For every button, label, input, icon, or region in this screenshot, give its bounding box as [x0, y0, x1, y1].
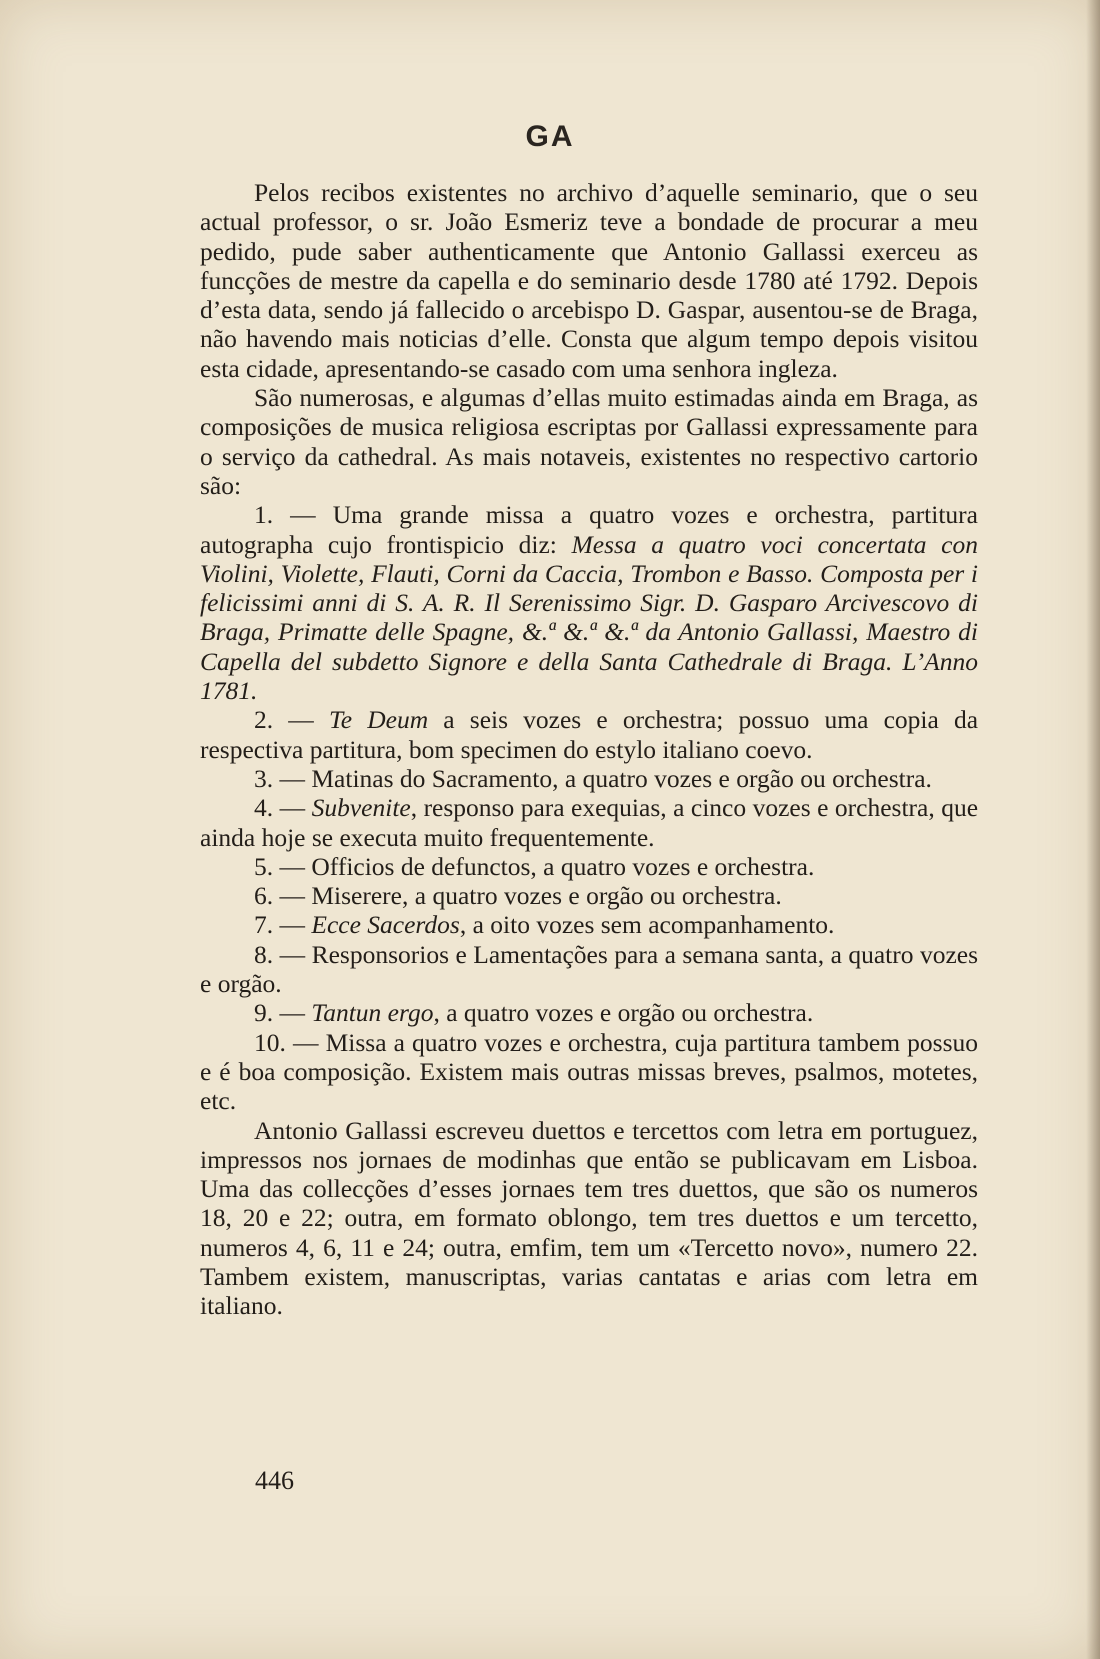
list-item-10: 10. — Missa a quatro vozes e orchestra, cuja partitura tambem possuo e é boa composição. Existem mais outras missas breves, psalmos, motetes, etc. — [200, 1027, 978, 1116]
list-item-7: 7. — Ecce Sacerdos, a oito vozes sem acompanhamento. — [254, 910, 835, 940]
paragraph-composicoes: São numerosas, e algumas d’ellas muito estimadas ainda em Braga, as composições de musica religiosa escriptas por Gallassi expressamente para o serviço da cathedral. As mais notaveis, existentes no respectivo cartorio são: — [200, 383, 978, 500]
list-item-6: 6. — Miserere, a quatro vozes e orgão ou orchestra. — [254, 881, 782, 911]
list-item-1: 1. — Uma grande missa a quatro vozes e orchestra, partitura autographa cujo frontispicio diz: Messa a quatro voci concertata con Violini, Violette, Flauti, Corni da Caccia, Trombon e Basso. Composta per i felicissimi anni di S. A. R. Il Serenissimo Sigr. D. Gasparo Arcivescovo di Braga, Primatte delle Spagne, &.ª &.ª &.ª da Antonio Gallassi, Maestro di Capella del subdetto Signore e della Santa Cathedrale di Braga. L’Anno 1781. — [200, 500, 978, 706]
paragraph-recibos: Pelos recibos existentes no archivo d’aquelle seminario, que o seu actual professor, o sr. João Esmeriz teve a bondade de procurar a meu pedido, pude saber authenticamente que Antonio Gallassi exerceu as funcções de mestre da capella e do seminario desde 1780 até 1792. Depois d’esta data, sendo já fallecido o arcebispo D. Gaspar, ausentou-se de Braga, não havendo mais noticias d’elle. Consta que algum tempo depois visitou esta cidade, apresentando-se casado com uma senhora ingleza. — [200, 178, 978, 383]
list-item-9: 9. — Tantun ergo, a quatro vozes e orgão ou orchestra. — [254, 998, 814, 1028]
page-edge-shadow — [1086, 0, 1100, 1659]
page-number: 446 — [255, 1466, 294, 1495]
running-header: GA — [525, 120, 575, 153]
list-item-3: 3. — Matinas do Sacramento, a quatro vozes e orgão ou orchestra. — [254, 763, 932, 793]
body-text — [200, 178, 978, 1321]
list-item-2: 2. — Te Deum a seis vozes e orchestra; possuo uma copia da respectiva partitura, bom specimen do estylo italiano coevo. — [200, 705, 979, 764]
list-item-8: 8. — Responsorios e Lamentações para a semana santa, a quatro vozes e orgão. — [200, 939, 979, 999]
list-item-5: 5. — Officios de defunctos, a quatro vozes e orchestra. — [254, 851, 815, 881]
list-item-4: 4. — Subvenite, responso para exequias, a cinco vozes e orchestra, que ainda hoje se executa muito frequentemente. — [200, 793, 979, 852]
paragraph-duettos: Antonio Gallassi escreveu duettos e tercettos com letra em portuguez, impressos nos jornaes de modinhas que então se publicavam em Lisboa. Uma das collecções d’esses jornaes tem tres duettos, que são os numeros 18, 20 e 22; outra, em formato oblongo, tem tres duettos e um tercetto, numeros 4, 6, 11 e 24; outra, emfim, tem um «Tercetto novo», numero 22. Tambem existem, manuscriptas, varias cantatas e arias com letra em italiano. — [200, 1115, 978, 1321]
